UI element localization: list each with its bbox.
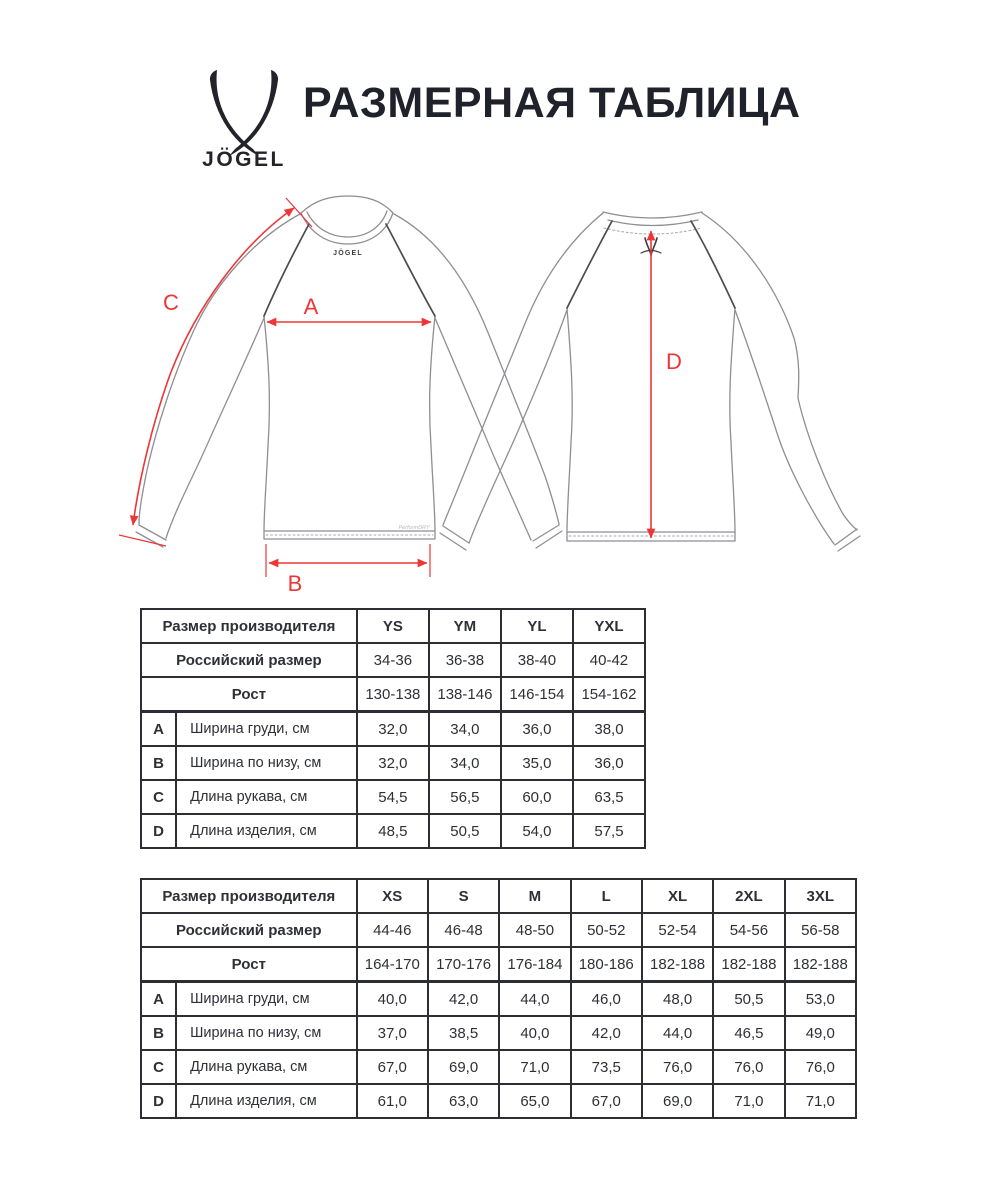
measure-value: 38,5 — [428, 1016, 499, 1050]
measure-value: 76,0 — [785, 1050, 856, 1084]
measure-value: 50,5 — [713, 982, 784, 1017]
measure-value: 44,0 — [499, 982, 570, 1017]
header-value: 52-54 — [642, 913, 713, 947]
measure-key: C — [141, 780, 176, 814]
measure-value: 60,0 — [501, 780, 573, 814]
measure-name: Ширина по низу, см — [176, 746, 357, 780]
measure-row-b — [141, 746, 645, 780]
measure-value: 36,0 — [573, 746, 645, 780]
measure-value: 73,5 — [571, 1050, 642, 1084]
measure-value: 69,0 — [642, 1084, 713, 1118]
measure-label-c: C — [163, 290, 179, 315]
measure-row-a — [141, 712, 645, 747]
header-value: 34-36 — [357, 643, 429, 677]
measure-name: Длина изделия, см — [176, 814, 357, 848]
measure-value: 37,0 — [357, 1016, 428, 1050]
table-adult-sizes — [140, 878, 857, 1119]
brand-wordmark: JÖGEL — [202, 148, 286, 171]
measure-value: 40,0 — [499, 1016, 570, 1050]
measure-value: 69,0 — [428, 1050, 499, 1084]
header-label: Рост — [141, 947, 357, 982]
measure-row-d — [141, 814, 645, 848]
measure-value: 71,0 — [499, 1050, 570, 1084]
arrow-c — [133, 208, 294, 525]
header-row — [141, 879, 856, 913]
measure-name: Ширина груди, см — [176, 982, 357, 1017]
measure-value: 63,5 — [573, 780, 645, 814]
measure-value: 67,0 — [571, 1084, 642, 1118]
measure-key: A — [141, 982, 176, 1017]
measure-value: 53,0 — [785, 982, 856, 1017]
measure-value: 49,0 — [785, 1016, 856, 1050]
header-row — [141, 643, 645, 677]
header-row — [141, 947, 856, 982]
header-value: 40-42 — [573, 643, 645, 677]
measure-value: 40,0 — [357, 982, 428, 1017]
measure-name: Длина рукава, см — [176, 780, 357, 814]
measure-value: 54,0 — [501, 814, 573, 848]
measure-value: 35,0 — [501, 746, 573, 780]
header-value: 182-188 — [713, 947, 784, 982]
size-table-adult — [140, 878, 857, 1119]
arrow-c-ticks — [119, 198, 312, 546]
header-value: 138-146 — [429, 677, 501, 712]
measure-value: 36,0 — [501, 712, 573, 747]
measure-value: 32,0 — [357, 746, 429, 780]
size-code: YXL — [573, 609, 645, 643]
size-code: XS — [357, 879, 428, 913]
measure-label-b: B — [287, 571, 303, 596]
size-code: S — [428, 879, 499, 913]
size-code: YM — [429, 609, 501, 643]
measure-key: C — [141, 1050, 176, 1084]
measure-value: 48,5 — [357, 814, 429, 848]
measure-value: 54,5 — [357, 780, 429, 814]
measure-value: 61,0 — [357, 1084, 428, 1118]
header-value: 182-188 — [785, 947, 856, 982]
measure-row-b — [141, 1016, 856, 1050]
measure-value: 50,5 — [429, 814, 501, 848]
measure-name: Ширина по низу, см — [176, 1016, 357, 1050]
shirt-front-view — [136, 196, 562, 548]
size-code: YS — [357, 609, 429, 643]
header-value: 50-52 — [571, 913, 642, 947]
measure-value: 34,0 — [429, 746, 501, 780]
header-label: Размер производителя — [141, 879, 357, 913]
measure-value: 38,0 — [573, 712, 645, 747]
header-row — [141, 913, 856, 947]
header-value: 56-58 — [785, 913, 856, 947]
size-code: L — [571, 879, 642, 913]
header-value: 38-40 — [501, 643, 573, 677]
header-value: 54-56 — [713, 913, 784, 947]
measure-value: 46,5 — [713, 1016, 784, 1050]
measure-key: B — [141, 746, 176, 780]
measure-name: Длина рукава, см — [176, 1050, 357, 1084]
header-value: 36-38 — [429, 643, 501, 677]
header-value: 180-186 — [571, 947, 642, 982]
size-code: XL — [642, 879, 713, 913]
header-value: 170-176 — [428, 947, 499, 982]
measure-name: Ширина груди, см — [176, 712, 357, 747]
fabric-label-text: PerformDRY — [398, 525, 430, 531]
measure-value: 71,0 — [713, 1084, 784, 1118]
table-youth-sizes — [140, 608, 646, 849]
header-row — [141, 609, 645, 643]
measure-value: 32,0 — [357, 712, 429, 747]
header-value: 48-50 — [499, 913, 570, 947]
measure-value: 34,0 — [429, 712, 501, 747]
chest-logo-text: JÖGEL — [333, 250, 363, 257]
measure-value: 42,0 — [428, 982, 499, 1017]
size-code: M — [499, 879, 570, 913]
header-value: 176-184 — [499, 947, 570, 982]
size-table-youth — [140, 608, 646, 849]
size-code: YL — [501, 609, 573, 643]
measure-key: D — [141, 814, 176, 848]
header-label: Размер производителя — [141, 609, 357, 643]
header-row — [141, 677, 645, 712]
measure-value: 71,0 — [785, 1084, 856, 1118]
header-value: 46-48 — [428, 913, 499, 947]
measure-value: 56,5 — [429, 780, 501, 814]
page-title: РАЗМЕРНАЯ ТАБЛИЦА — [303, 79, 801, 127]
header-value: 164-170 — [357, 947, 428, 982]
measure-value: 65,0 — [499, 1084, 570, 1118]
header-value: 130-138 — [357, 677, 429, 712]
measure-value: 42,0 — [571, 1016, 642, 1050]
header-label: Российский размер — [141, 643, 357, 677]
header-label: Российский размер — [141, 913, 357, 947]
measure-row-c — [141, 1050, 856, 1084]
size-code: 2XL — [713, 879, 784, 913]
measure-value: 76,0 — [713, 1050, 784, 1084]
measure-row-a — [141, 982, 856, 1017]
measure-key: A — [141, 712, 176, 747]
measure-label-a: A — [303, 294, 319, 319]
measure-value: 44,0 — [642, 1016, 713, 1050]
measure-name: Длина изделия, см — [176, 1084, 357, 1118]
measure-value: 57,5 — [573, 814, 645, 848]
measure-key: B — [141, 1016, 176, 1050]
raglan-seams-front — [264, 224, 435, 316]
measure-value: 46,0 — [571, 982, 642, 1017]
measure-value: 76,0 — [642, 1050, 713, 1084]
measure-label-d: D — [666, 349, 682, 374]
header-value: 44-46 — [357, 913, 428, 947]
measure-value: 48,0 — [642, 982, 713, 1017]
measure-row-c — [141, 780, 645, 814]
measure-value: 63,0 — [428, 1084, 499, 1118]
measure-key: D — [141, 1084, 176, 1118]
header-value: 154-162 — [573, 677, 645, 712]
measure-row-d — [141, 1084, 856, 1118]
header-value: 146-154 — [501, 677, 573, 712]
header-label: Рост — [141, 677, 357, 712]
measure-value: 67,0 — [357, 1050, 428, 1084]
shirt-back-view — [440, 212, 860, 551]
header-value: 182-188 — [642, 947, 713, 982]
size-code: 3XL — [785, 879, 856, 913]
